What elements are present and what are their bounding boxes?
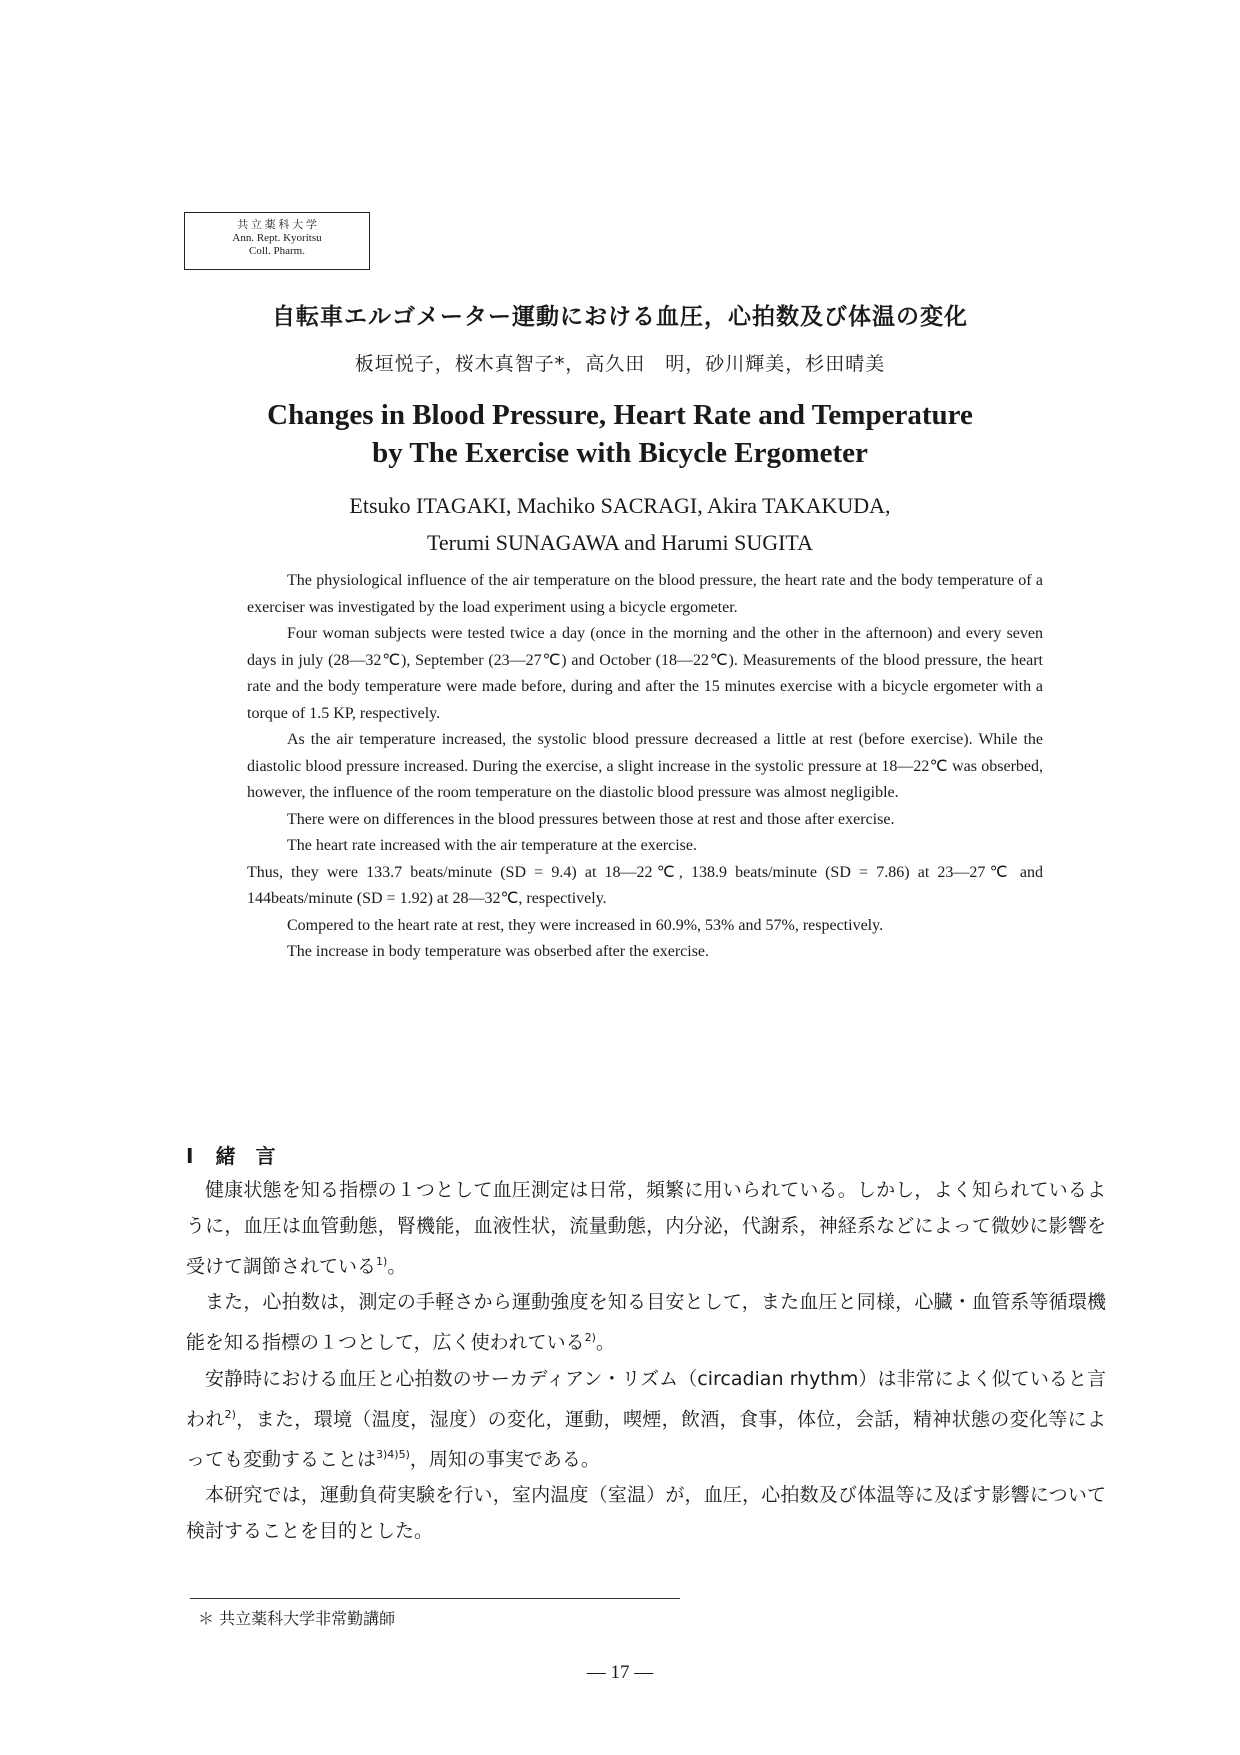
abstract-paragraph: The increase in body temperature was obserbed after the exercise. (287, 943, 710, 960)
abstract-paragraph: Four woman subjects were tested twice a day (once in the morning and the other in the afternoon) and every seven days in july (28—32℃), September (23—27℃) and October (18—22℃). Measurements of the blood pressure, the heart rate and the body temperature were made before, during and after the 15 minutes exercise with a bicycle ergometer with a torque of 1.5 KP, respectively. (247, 625, 1043, 722)
authors-english-line-1: Etsuko ITAGAKI, Machiko SACRAGI, Akira TAKAKUDA, (349, 493, 891, 518)
abstract (247, 568, 1043, 966)
body-text-span: 。 (595, 1331, 615, 1354)
journal-name-en: Ann. Rept. Kyoritsu (232, 232, 322, 244)
body-text (186, 1172, 1106, 1549)
reference-mark: 1) (376, 1255, 388, 1268)
body-paragraph (186, 1284, 1106, 1360)
abstract-paragraph: The heart rate increased with the air temperature at the exercise. (287, 837, 697, 854)
body-text-span: ，また，環境（温度，湿度）の変化，運動，喫煙，飲酒，食事，体位，会話，精神状態の変化等によっても変動することは (186, 1407, 1106, 1471)
title-english (0, 396, 1240, 472)
abstract-paragraph: Thus, they were 133.7 beats/minute (SD = 9.4) at 18—22℃, 138.9 beats/minute (SD = 7.86) at 23—27℃ and 144beats/minute (SD = 1.92) at 28—32℃, respectively. (247, 863, 1043, 907)
abstract-paragraph: The physiological influence of the air temperature on the blood pressure, the heart rate and the body temperature of a exerciser was investigated by the load experiment using a bicycle ergometer. (247, 572, 1043, 616)
footnote-divider (190, 1598, 680, 1599)
abstract-paragraph: As the air temperature increased, the systolic blood pressure decreased a little at rest (before exercise). While the diastolic blood pressure increased. During the exercise, a slight increase in the systolic pressure at 18—22℃ was obserbed, however, the influence of the room temperature on the diastolic blood pressure was almost negligible. (247, 731, 1043, 801)
title-japanese: 自転車エルゴメーター運動における血圧，心拍数及び体温の変化 (272, 304, 968, 330)
body-paragraph (186, 1172, 1106, 1284)
body-text-span: 。 (387, 1255, 407, 1278)
body-text-span: 安静時における血圧と心拍数のサーカディアン・リズム（circadian rhythm）は非常によく似ていると言われ (186, 1367, 1106, 1430)
reference-mark: 2) (224, 1407, 236, 1421)
footnote: ＊ 共立薬科大学非常勤講師 (198, 1609, 396, 1628)
reference-mark: 3)4)5) (376, 1447, 410, 1461)
title-english-line-1: Changes in Blood Pressure, Heart Rate and Temperature (267, 399, 973, 431)
section-heading (186, 1140, 297, 1169)
body-text-span: 健康状態を知る指標の１つとして血圧測定は日常，頻繁に用いられている。しかし，よく知られているように，血圧は血管動態，腎機能，血液性状，流量動態，内分泌，代謝系，神経系などによって微妙に影響を受けて調節されている (186, 1179, 1106, 1278)
abstract-paragraph: Compered to the heart rate at rest, they were increased in 60.9%, 53% and 57%, respectively. (287, 916, 884, 934)
page-number: — 17 — (586, 1662, 654, 1683)
authors-english (0, 487, 1240, 561)
journal-header-box (184, 212, 370, 270)
journal-name-jp: 共 立 薬 科 大 学 (237, 219, 317, 231)
body-text-span: ，周知の事実である。 (409, 1448, 600, 1471)
abstract-paragraph: There were on differences in the blood pressures between those at rest and those after exercise. (287, 810, 895, 828)
body-paragraph: 本研究では，運動負荷実験を行い，室内温度（室温）が，血圧，心拍数及び体温等に及ぼす影響について検討することを目的とした。 (186, 1484, 1106, 1543)
section-title: 緒 言 (215, 1144, 276, 1168)
authors-japanese: 板垣悦子，桜木真智子*，高久田 明，砂川輝美，杉田晴美 (354, 353, 886, 375)
authors-english-line-2: Terumi SUNAGAWA and Harumi SUGITA (427, 530, 813, 555)
body-paragraph (186, 1361, 1106, 1478)
section-number: Ⅰ (186, 1144, 194, 1168)
journal-name-en-2: Coll. Pharm. (249, 245, 305, 257)
body-text-span: また，心拍数は，測定の手軽さから運動強度を知る目安として，また血圧と同様，心臓・血管系等循環機能を知る指標の１つとして，広く使われている (186, 1291, 1106, 1354)
title-english-line-2: by The Exercise with Bicycle Ergometer (372, 437, 868, 469)
reference-mark: 2) (584, 1331, 596, 1345)
